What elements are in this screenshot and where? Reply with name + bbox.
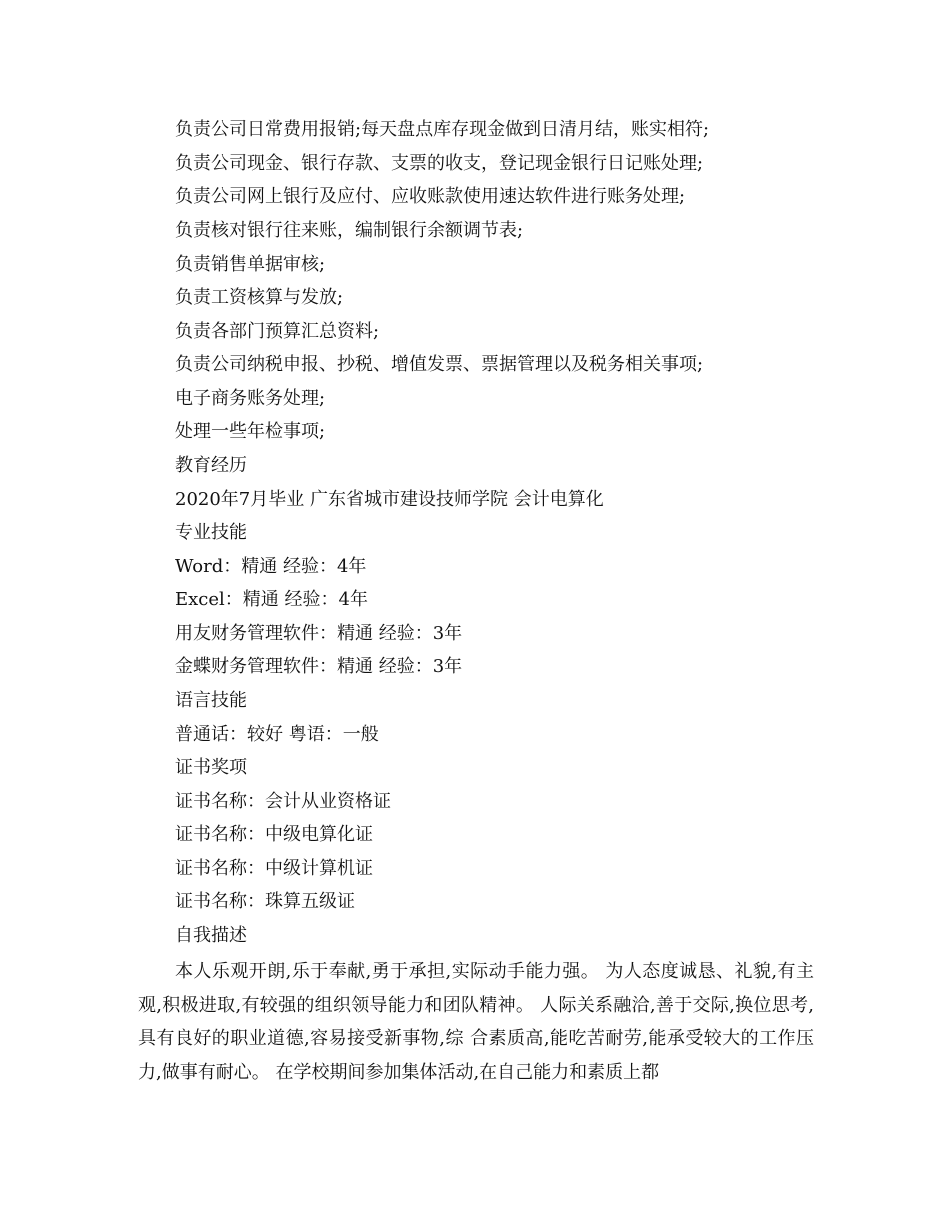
skill-item: 金蝶财务管理软件：精通 经验：3年 xyxy=(175,656,463,677)
duty-line: 负责各部门预算汇总资料; xyxy=(175,321,380,342)
skill-item: Excel：精通 经验：4年 xyxy=(175,589,368,610)
languages-heading: 语言技能 xyxy=(175,690,247,711)
languages-entry: 普通话：较好 粤语：一般 xyxy=(175,724,379,745)
duty-line: 负责公司纳税申报、抄税、增值发票、票据管理以及税务相关事项; xyxy=(175,354,704,375)
self-description-text: 本人乐观开朗,乐于奉献,勇于承担,实际动手能力强。 为人态度诚恳、礼貌,有主观,积极进取,有较强的组织领导能力和团队精神。 人际关系融洽,善于交际,换位思考,具有良好的职业道德,容易接受新事物,综 合素质高,能吃苦耐劳,能承受较大的工作压力,做事有耐心。 在学校期间参加集体活动,在自己能力和素质上都 xyxy=(138,961,814,1083)
certificate-item: 证书名称：珠算五级证 xyxy=(175,891,355,912)
certificate-item: 证书名称：会计从业资格证 xyxy=(175,791,391,812)
duty-line: 负责销售单据审核; xyxy=(175,254,326,275)
skill-item: Word：精通 经验：4年 xyxy=(175,556,367,577)
duty-line: 负责工资核算与发放; xyxy=(175,287,344,308)
duty-line: 电子商务账务处理; xyxy=(175,388,326,409)
skills-heading: 专业技能 xyxy=(175,522,247,543)
skill-item: 用友财务管理软件：精通 经验：3年 xyxy=(175,623,463,644)
certificate-item: 证书名称：中级计算机证 xyxy=(175,858,373,879)
duty-line: 负责公司现金、银行存款、支票的收支，登记现金银行日记账处理; xyxy=(175,153,704,174)
duty-line: 负责核对银行往来账，编制银行余额调节表; xyxy=(175,220,524,241)
duty-line: 负责公司日常费用报销;每天盘点库存现金做到日清月结，账实相符; xyxy=(175,119,710,140)
certificates-heading: 证书奖项 xyxy=(175,757,247,778)
certificate-item: 证书名称：中级电算化证 xyxy=(175,824,373,845)
duty-line: 处理一些年检事项; xyxy=(175,421,326,442)
education-entry: 2020年7月毕业 广东省城市建设技师学院 会计电算化 xyxy=(175,489,604,510)
self-description-heading: 自我描述 xyxy=(175,925,247,946)
education-heading: 教育经历 xyxy=(175,455,247,476)
duty-line: 负责公司网上银行及应付、应收账款使用速达软件进行账务处理; xyxy=(175,186,686,207)
